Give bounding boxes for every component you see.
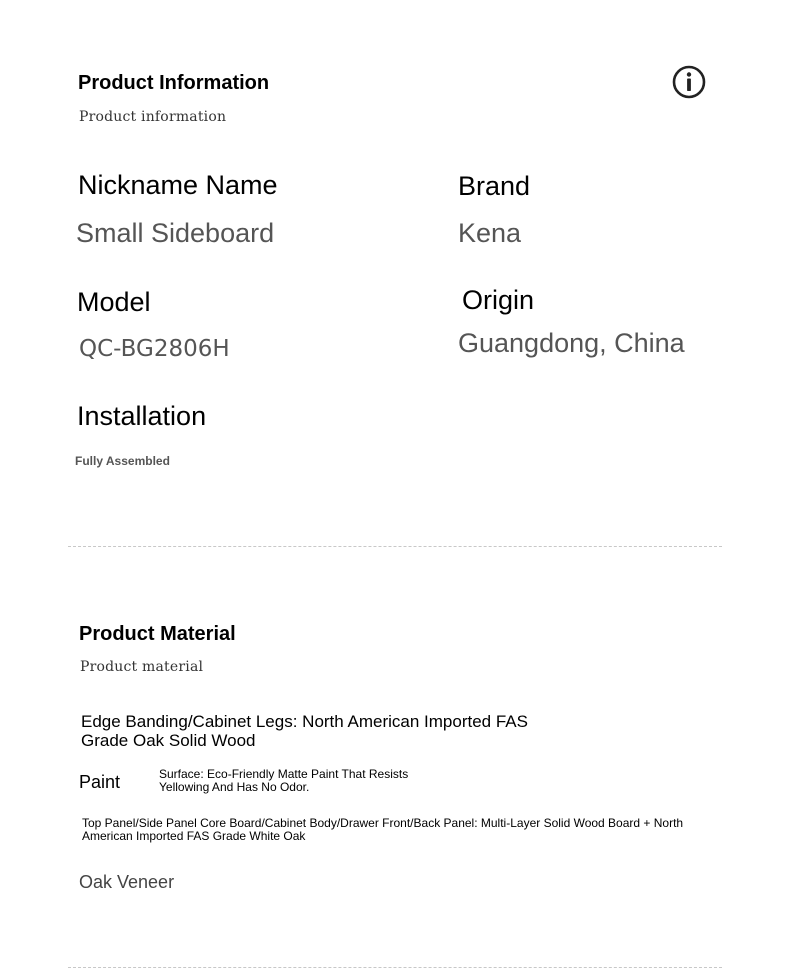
model-value: QC-BG2806H <box>79 336 230 362</box>
product-information-subtitle: Product information <box>79 109 227 125</box>
origin-value: Guangdong, China <box>458 328 685 358</box>
paint-label: Paint <box>79 772 121 792</box>
model-label: Model <box>77 287 151 317</box>
brand-label: Brand <box>458 171 531 201</box>
nickname-label: Nickname Name <box>78 170 278 200</box>
edge-banding-text: Edge Banding/Cabinet Legs: North American Imported FAS Grade Oak Solid Wood <box>81 712 528 750</box>
panels-text: Top Panel/Side Panel Core Board/Cabinet Body/Drawer Front/Back Panel: Multi-Layer Solid Wood Board + North American Imported FAS Grade White Oak <box>82 816 684 843</box>
brand-value: Kena <box>458 218 522 248</box>
origin-label: Origin <box>462 285 535 315</box>
info-circle-icon[interactable] <box>672 65 706 99</box>
section-divider <box>68 546 722 547</box>
installation-label: Installation <box>77 401 207 431</box>
product-material-subtitle: Product material <box>80 659 204 675</box>
installation-value: Fully Assembled <box>75 454 170 468</box>
nickname-value: Small Sideboard <box>76 218 275 248</box>
bottom-divider <box>68 967 722 968</box>
paint-value: Surface: Eco-Friendly Matte Paint That Resists Yellowing And Has No Odor. <box>159 767 409 794</box>
veneer-text: Oak Veneer <box>79 872 175 892</box>
product-material-title: Product Material <box>79 623 236 645</box>
product-information-title: Product Information <box>78 72 270 94</box>
